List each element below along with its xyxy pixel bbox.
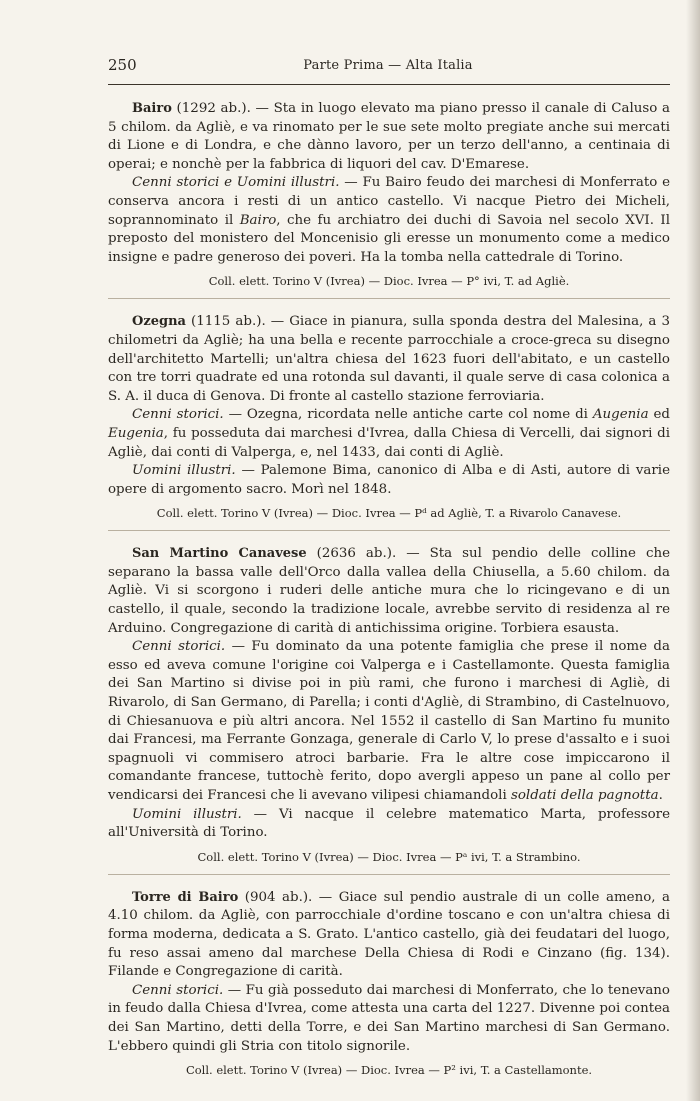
- body-text: — Fu Bairo feudo dei marchesi di Monferrato e conserva ancora i resti di un antico castello. Vi nacque Pietro dei Micheli, soprannominato il: [108, 175, 670, 228]
- entry-torre-di-bairo: [108, 889, 670, 1087]
- body-text: , fu posseduta dai marchesi d'Ivrea, dalla Chiesa di Vercelli, dai signori di Agliè, dai conti di Valperga, e, nel 1433, dai conti di Agliè.: [108, 425, 670, 460]
- body-text: (1292 ab.). — Sta in luogo elevato ma piano presso il canale di Caluso a 5 chilom. da Agliè, e va rinomato per le sue sete molto pregiate anche sui mercati di Lione e di Londra, e che dànno lavoro, per un terzo dell'anno, a centinaia di operai; e nonchè per la fabbrica di liquori del cav. D'Emarese.: [108, 101, 670, 172]
- entry-san-martino-canavese: [108, 545, 670, 875]
- italic-text: soldati della pagnotta: [511, 788, 659, 803]
- italic-text: Cenni storici.: [132, 982, 224, 998]
- body-text: .: [658, 788, 663, 803]
- body-text: — Palemone Bima, canonico di Alba e di Asti, autore di varie opere di argomento sacro. Morì nel 1848.: [108, 463, 670, 497]
- entry-bairo: [108, 100, 670, 299]
- body-text: (2636 ab.). — Sta sul pendio delle colline che separano la bassa valle dell'Orco dalla vallea della Chiusella, a 5.60 chilom. da Agliè. Vi si scorgono i ruderi delle antiche mura che lo ricingevano e di un castello, il quale, secondo la tradizione locale, avrebbe servito di residenza al re Arduino. Congregazione di carità di antichissima origine. Torbiera esausta.: [108, 546, 670, 636]
- page-edge-shadow: [686, 0, 700, 1101]
- entry-ozegna: [108, 313, 670, 531]
- italic-text: Bairo: [239, 212, 277, 228]
- body-text: — Fu dominato da una potente famiglia che prese il nome da esso ed aveva comune l'origine coi Valperga e i Castellamonte. Questa famiglia dei San Martino si divise poi in più rami, che furono i marchesi di Agliè, di Rivarolo, di San Germano, di Parella; i conti d'Agliè, di Strambino, di Castelnuovo, di Chiesanuova e più altri ancora. Nel 1552 il castello di San Martino fu munito dai Francesi, ma Ferrante Gonzaga, generale di Carlo V, lo prese d'assalto e i suoi spagnuoli vi commisero atroci barbarie. Fra le altre cose impiccarono il comandante francese, tuttochè ferito, dopo avergli appeso un pane al collo per vendicarsi dei Francesi che li avevano vilipesi chiamandoli: [108, 639, 670, 803]
- italic-text: Augenia: [592, 407, 649, 423]
- italic-text: Cenni storici.: [132, 407, 224, 423]
- paragraph: [108, 174, 670, 267]
- page-number: 250: [108, 56, 137, 74]
- body-text: , che fu archiatro dei duchi di Savoia nel secolo XVI. Il preposto del monistero del Moncenisio gli eresse un monumento come a medico insigne e padre generoso dei poveri. Ha la tomba nella cattedrale di Torino.: [108, 212, 670, 265]
- body-text: (1115 ab.). — Giace in pianura, sulla sponda destra del Malesina, a 3 chilometri da Agliè; ha una bella e recente parrocchiale a croce-greca su disegno dell'architetto Martelli; un'altra chiesa del 1623 fuori dell'abitato, e un castello con tre torri quadrate ed una rotonda sul davanti, il quale serve di casa colonica a S. A. il duca di Genova. Di fronte al castello stazione ferroviaria.: [108, 314, 670, 404]
- page-header: [108, 56, 668, 82]
- collegio-note: Coll. elett. Torino V (Ivrea) — Dioc. Ivrea — Pᵃ ivi, T. a Strambino.: [108, 849, 670, 875]
- body-text: ed: [648, 407, 670, 423]
- paragraph: [108, 982, 670, 1056]
- page-body: [108, 100, 670, 1101]
- paragraph: [108, 806, 670, 843]
- collegio-note: Coll. elett. Torino V (Ivrea) — Dioc. Ivrea — P² ivi, T. a Castellamonte.: [185, 1063, 593, 1078]
- entry-heading: Ozegna: [132, 314, 186, 330]
- body-text: — Fu già posseduto dai marchesi di Monferrato, che lo tenevano in feudo dalla Chiesa d'Ivrea, come attesta una carta del 1227. Divenne poi contea dei San Martino, detti della Torre, e dei San Martino marchesi di San Germano. L'ebbero quindi gli Stria con titolo signorile.: [108, 982, 670, 1054]
- paragraph: [108, 100, 670, 174]
- running-title: Parte Prima — Alta Italia: [303, 58, 473, 73]
- header-rule: [108, 84, 670, 85]
- italic-text: Cenni storici e Uomini illustri.: [132, 175, 340, 191]
- body-text: (904 ab.). — Giace sul pendio australe di un colle ameno, a 4.10 chilom. da Agliè, con parrocchiale d'ordine toscano e con un'altra chiesa di forma moderna, dedicata a S. Grato. L'antico castello, già dei feudatari del luogo, fu reso assai ameno dal marchese Della Chiesa di Rodi e Cinzano (fig. 134). Filande e Congregazione di carità.: [108, 889, 670, 980]
- paragraph: [108, 313, 670, 406]
- entry-heading: San Martino Canavese: [132, 546, 307, 562]
- body-text: — Vi nacque il celebre matematico Marta, professore all'Università di Torino.: [108, 806, 671, 841]
- italic-text: Uomini illustri.: [132, 806, 242, 822]
- paragraph: [108, 462, 670, 499]
- italic-text: Uomini illustri.: [132, 463, 236, 479]
- paragraph: [108, 889, 670, 982]
- entry-heading: Bairo: [132, 101, 172, 116]
- italic-text: Eugenia: [108, 425, 164, 441]
- collegio-note: Coll. elett. Torino V (Ivrea) — Dioc. Ivrea — P° ivi, T. ad Agliè.: [108, 273, 670, 299]
- collegio-note: Coll. elett. Torino V (Ivrea) — Dioc. Ivrea — Pᵈ ad Agliè, T. a Rivarolo Canavese.: [108, 505, 670, 531]
- paragraph: [108, 638, 670, 805]
- body-text: — Ozegna, ricordata nelle antiche carte col nome di: [223, 407, 593, 423]
- paragraph: [108, 545, 670, 638]
- paragraph: [108, 406, 670, 462]
- entry-heading: Torre di Bairo: [132, 889, 239, 905]
- italic-text: Cenni storici.: [132, 639, 226, 655]
